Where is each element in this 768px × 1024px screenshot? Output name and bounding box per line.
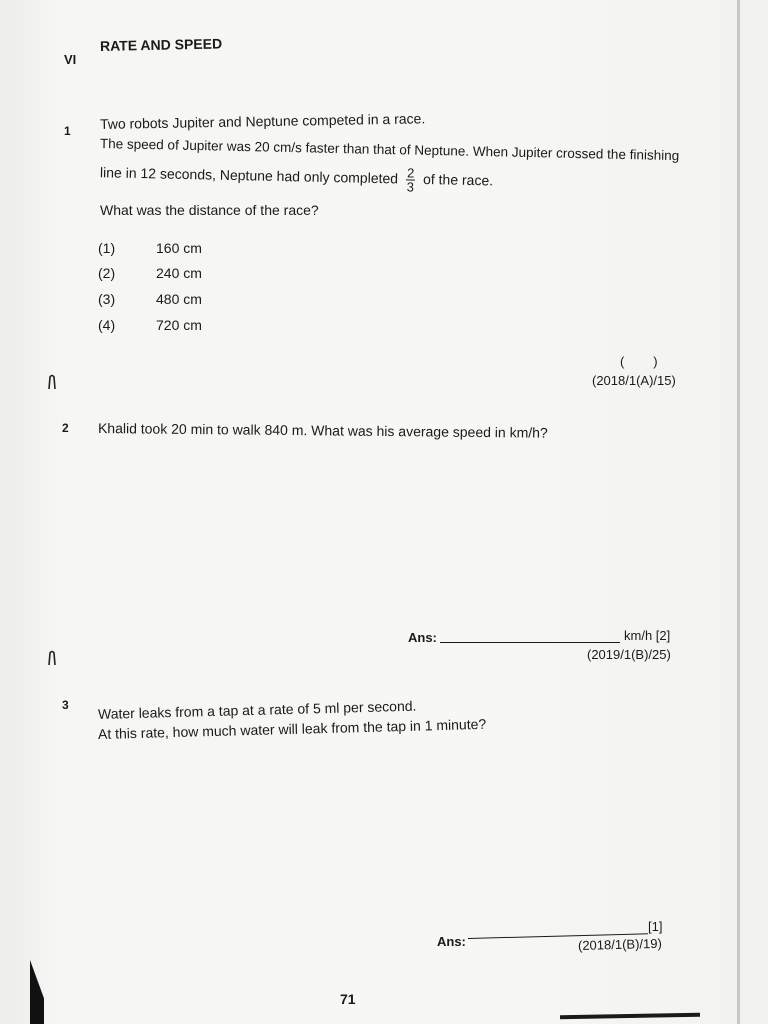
question-3-line-2: At this rate, how much water will leak from the tap in 1 minute? [97, 715, 487, 742]
answer-bracket[interactable]: ( ) [620, 354, 658, 369]
question-1-line-3-end: of the race. [422, 170, 494, 189]
question-1-line-3 [100, 160, 494, 195]
tick-mark-icon [48, 374, 56, 390]
section-number: VI [64, 52, 77, 67]
fraction-two-thirds [406, 166, 416, 193]
question-2-text: Khalid took 20 min to walk 840 m. What was his average speed in km/h? [97, 420, 548, 441]
option-1-label: (1) [98, 240, 116, 256]
page-edge [737, 0, 740, 1024]
fraction-denominator: 3 [406, 179, 415, 195]
option-4-label: (4) [98, 317, 116, 333]
question-3-line-1: Water leaks from a tap at a rate of 5 ml per second. [97, 697, 417, 722]
question-2-reference: (2019/1(B)/25) [587, 647, 671, 662]
question-2-answer-line[interactable] [440, 642, 620, 643]
question-2-ans-label: Ans: [408, 630, 437, 645]
question-2-unit-marks: km/h [2] [624, 628, 671, 643]
option-2-label: (2) [98, 265, 116, 281]
binding-shadow [30, 960, 44, 1024]
question-1-line-3-start: line in 12 seconds, Neptune had only completed [99, 164, 399, 187]
question-1-line-2: The speed of Jupiter was 20 cm/s faster than that of Neptune. When Jupiter crossed the finishing [99, 136, 680, 164]
option-4-text: 720 cm [156, 317, 202, 333]
page-number: 71 [340, 991, 356, 1007]
option-1-text: 160 cm [156, 240, 202, 256]
question-1-reference: (2018/1(A)/15) [592, 373, 676, 388]
option-3-label: (3) [98, 291, 116, 307]
option-1[interactable] [98, 240, 202, 256]
option-4[interactable] [98, 317, 202, 333]
question-2-number: 2 [62, 421, 69, 435]
bottom-edge [560, 1013, 700, 1019]
question-3-reference: (2018/1(B)/19) [577, 935, 662, 953]
question-1-line-1: Two robots Jupiter and Neptune competed in a race. [99, 110, 426, 132]
question-1-prompt: What was the distance of the race? [100, 202, 319, 218]
question-3-marks: [1] [648, 919, 663, 934]
option-3-text: 480 cm [156, 291, 202, 307]
option-3[interactable] [98, 291, 202, 307]
tick-mark-icon [48, 650, 56, 666]
fraction-numerator: 2 [406, 165, 415, 181]
question-3-ans-label: Ans: [437, 934, 466, 949]
question-1-number: 1 [64, 124, 71, 138]
section-title: RATE AND SPEED [99, 35, 223, 54]
option-2-text: 240 cm [156, 265, 202, 281]
option-2[interactable] [98, 265, 202, 281]
question-3-number: 3 [62, 698, 69, 712]
